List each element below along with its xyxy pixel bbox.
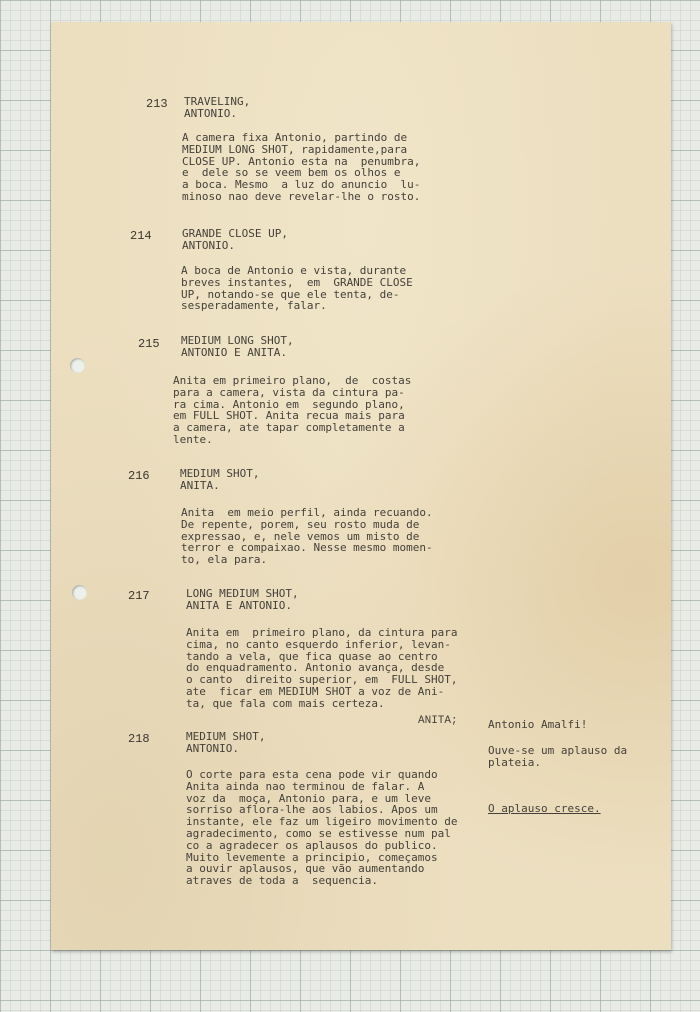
scene-description: Anita em primeiro plano, da cintura para cima, no canto esquerdo inferior, levan- tando a vela, que fica quase ao centro do enquadramento. Antonio avança, desde o canto direito superior, em FULL SHOT, ate ficar em MEDIUM SHOT a voz de Ani- ta, que fala com mais certeza.	[186, 626, 458, 710]
script-page	[51, 22, 671, 950]
scene-number: 214	[130, 229, 152, 243]
scene-description: O corte para esta cena pode vir quando Anita ainda nao terminou de falar. A voz da moça, Antonio para, e um leve sorriso aflora-lhe aos labios. Apos um instante, ele faz um ligeiro movimento de agradecimento, como se estivesse num pal co a agradecer os aplausos do publico. Muito levemente a principio, começamos a ouvir aplausos, que vão aumentando atraves de toda a sequencia.	[186, 768, 458, 888]
scene-heading: MEDIUM LONG SHOT, ANTONIO E ANITA.	[181, 334, 294, 359]
scene-heading: TRAVELING, ANTONIO.	[184, 95, 251, 120]
dialogue-character: ANITA;	[418, 715, 458, 727]
sound-direction: Ouve-se um aplauso da plateia.	[488, 744, 628, 769]
scene-heading: LONG MEDIUM SHOT, ANITA E ANTONIO.	[186, 587, 299, 612]
sound-direction: O aplauso cresce.	[488, 802, 601, 815]
scene-number: 216	[128, 469, 150, 483]
scene-heading: MEDIUM SHOT, ANITA.	[180, 467, 260, 492]
binder-hole-bottom	[72, 585, 87, 600]
scene-number: 217	[128, 589, 150, 603]
scene-heading: GRANDE CLOSE UP, ANTONIO.	[182, 227, 288, 252]
binder-hole-top	[70, 358, 85, 373]
scene-heading: MEDIUM SHOT, ANTONIO.	[186, 730, 266, 755]
scene-description: Anita em primeiro plano, de costas para a camera, vista da cintura pa- ra cima. Antonio em segundo plano, em FULL SHOT. Anita recua mais para a camera, ate tapar completamente a lente.	[173, 374, 412, 446]
scene-number: 213	[146, 97, 168, 111]
scene-number: 218	[128, 732, 150, 746]
scene-description: A camera fixa Antonio, partindo de MEDIUM LONG SHOT, rapidamente,para CLOSE UP. Antonio esta na penumbra, e dele so se veem bem os olhos e a boca. Mesmo a luz do anuncio lu- minoso nao deve revelar-lhe o rosto.	[182, 131, 421, 203]
scene-description: A boca de Antonio e vista, durante breves instantes, em GRANDE CLOSE UP, notando-se que ele tenta, de- sesperadamente, falar.	[181, 264, 413, 313]
scene-description: Anita em meio perfil, ainda recuando. De repente, porem, seu rosto muda de expressao, e, nele vemos um misto de terror e compaixao. Nesse mesmo momen- to, ela para.	[181, 506, 433, 567]
dialogue-line: Antonio Amalfi!	[488, 718, 588, 731]
scene-number: 215	[138, 337, 160, 351]
